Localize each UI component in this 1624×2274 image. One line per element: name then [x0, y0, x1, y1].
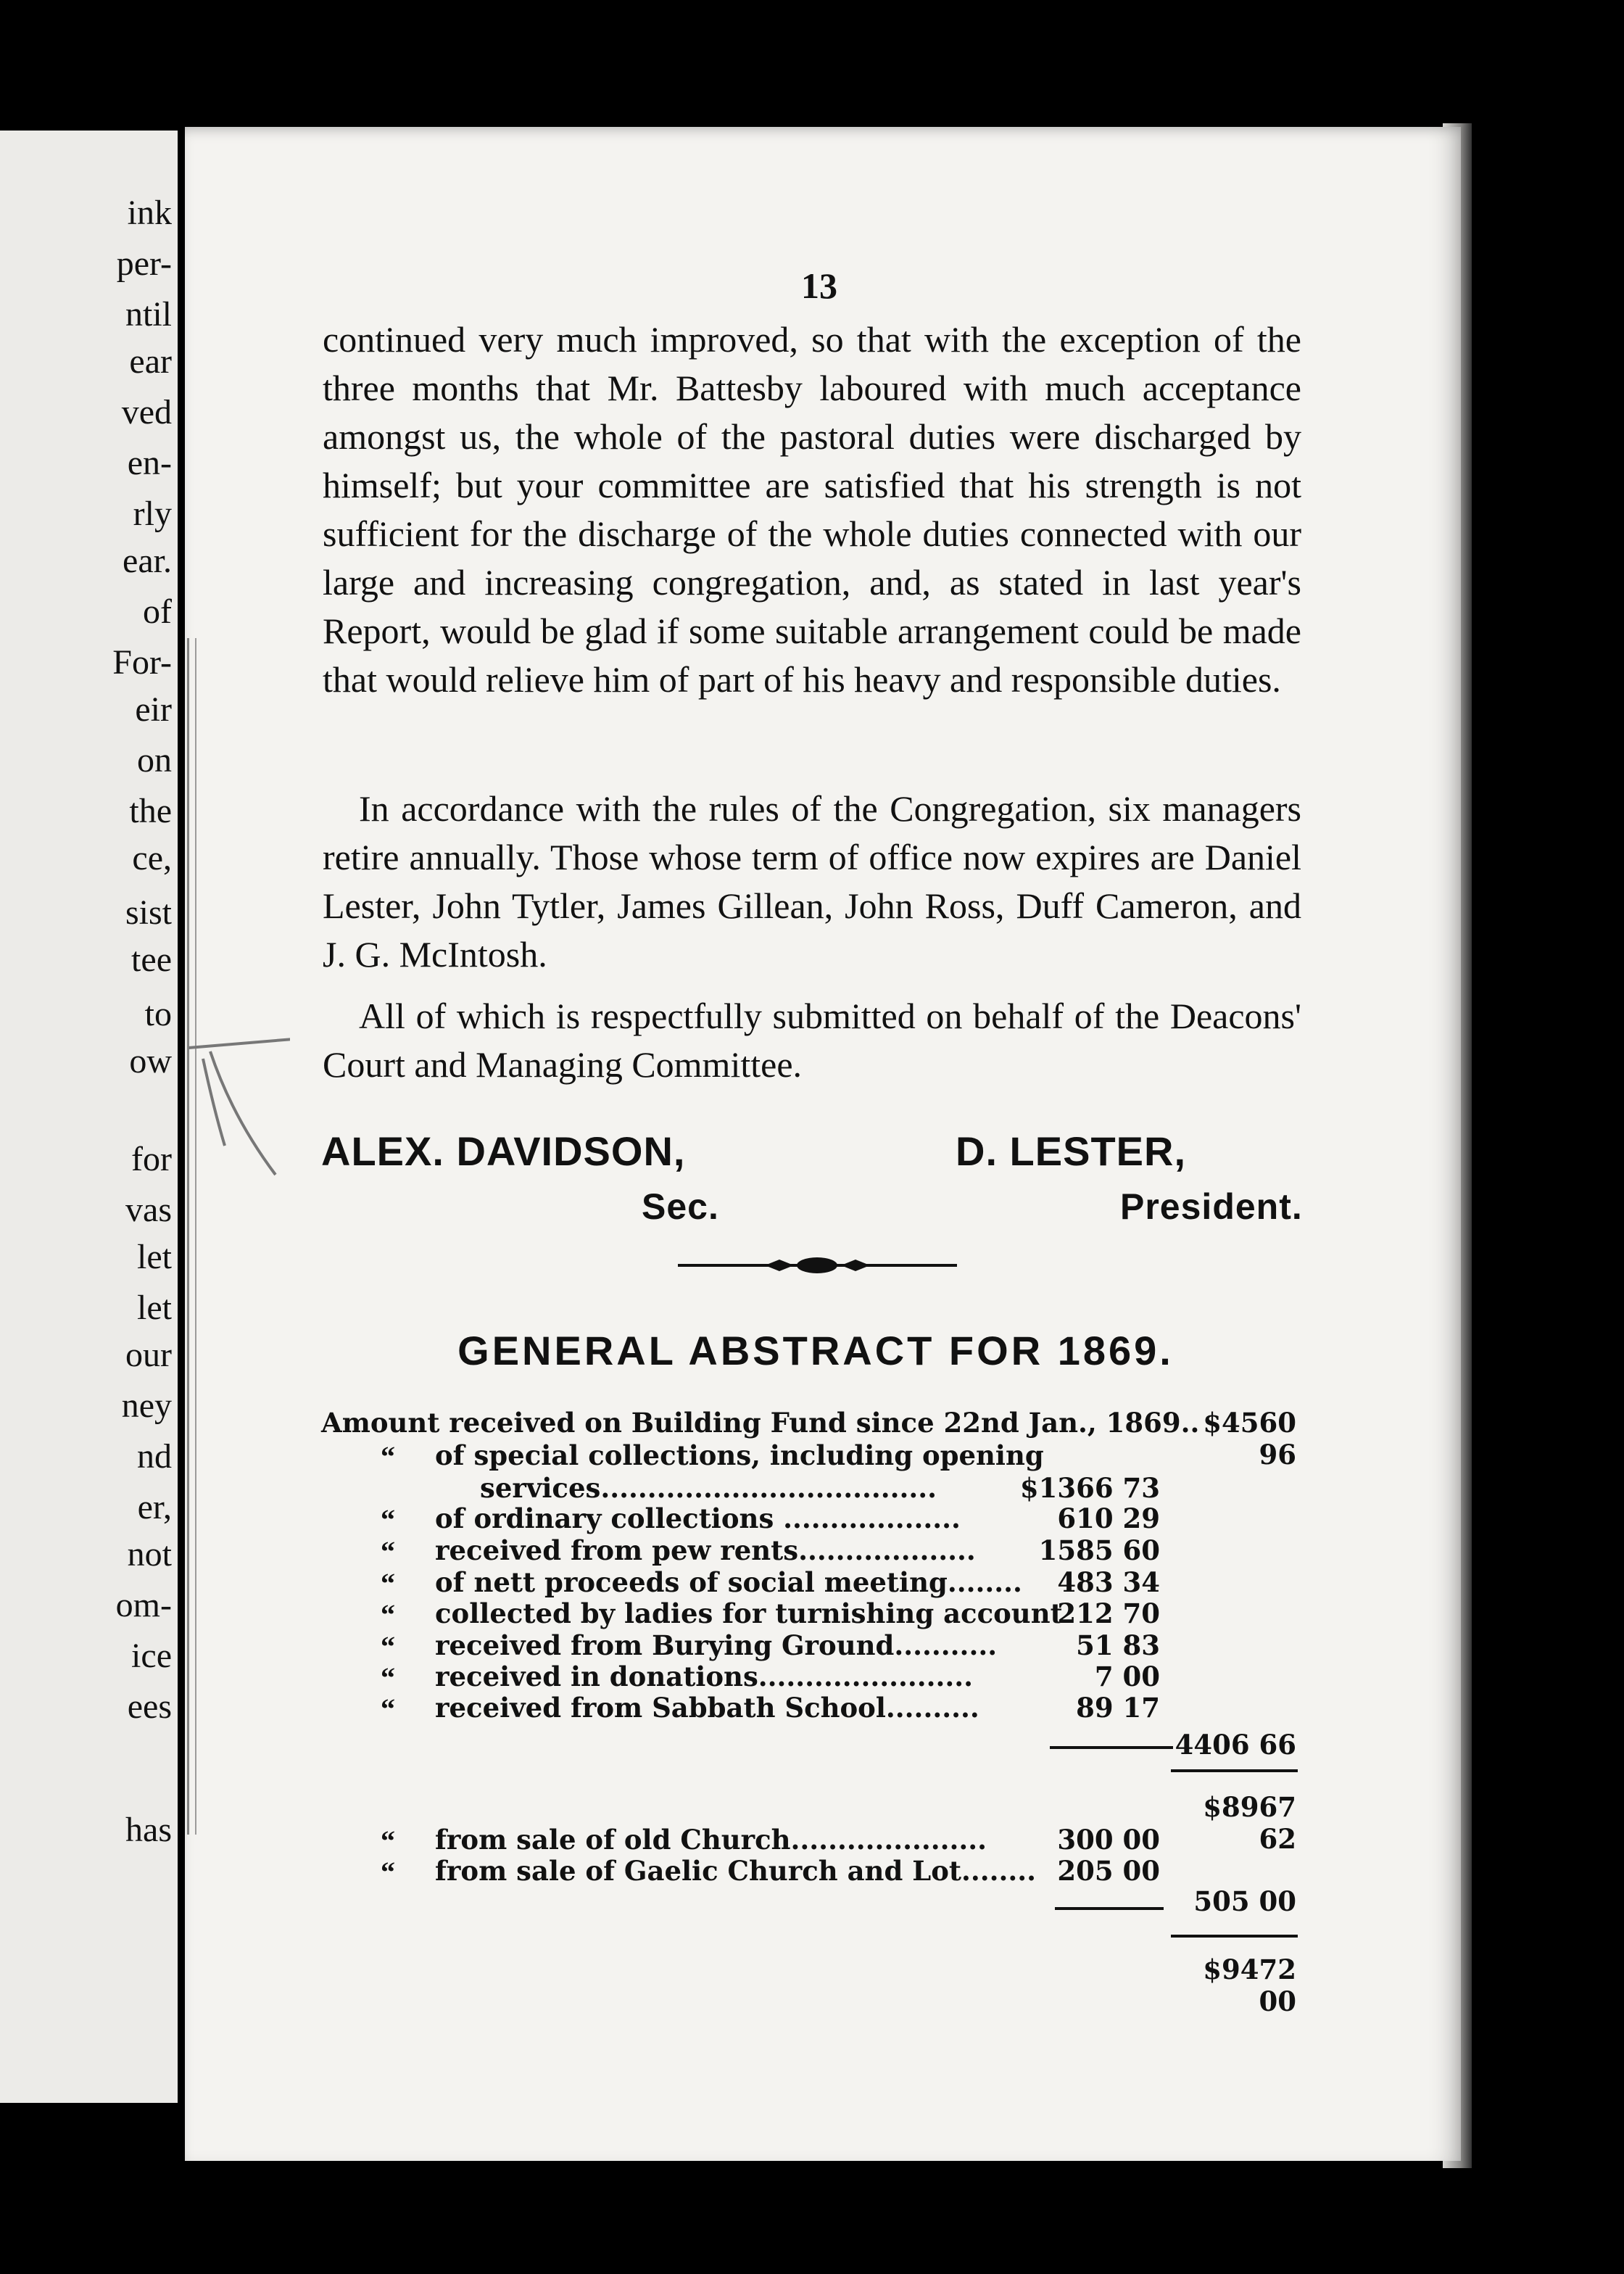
- abstract-first-line: Amount received on Building Fund since 22nd Jan., 1869..: [321, 1407, 1200, 1439]
- left-page-fragment: For-: [112, 643, 172, 682]
- left-page-fragment: to: [144, 995, 172, 1033]
- paragraph-managers: In accordance with the rules of the Congregation, six managers retire annually. Those whose term of office now expires are Daniel Lester, John Tytler, James Gillean, John Ross, Duff Cameron, and J. G. McIntosh.: [323, 788, 1301, 975]
- abstract-item-amount: 7 00: [1094, 1661, 1160, 1692]
- abstract-item-label: received from Burying Ground...........: [435, 1629, 998, 1661]
- left-page-fragment: ce,: [132, 839, 172, 877]
- abstract-first-amount: $4560 96: [1203, 1407, 1296, 1471]
- secretary-title: Sec.: [642, 1186, 719, 1227]
- grand-total-rule: [1171, 1935, 1298, 1938]
- ditto-mark: “: [381, 1692, 395, 1725]
- ornament-divider: [678, 1251, 957, 1280]
- left-page-fragment: our: [125, 1336, 172, 1374]
- left-page-fragment: tee: [131, 940, 172, 979]
- abstract-item-label: received from Sabbath School..........: [435, 1692, 979, 1724]
- left-page-fragment: the: [129, 792, 172, 830]
- ditto-mark: “: [381, 1661, 395, 1694]
- abstract-grand-total: $9472 00: [1203, 1953, 1296, 2017]
- left-page-fragment: on: [137, 741, 172, 780]
- abstract-subtotal2: 505 00: [1193, 1885, 1296, 1917]
- abstract-item-label: of special collections, including opening: [435, 1439, 1044, 1471]
- left-page-fragment: has: [125, 1811, 172, 1849]
- left-page-fragment: of: [143, 592, 172, 631]
- ditto-mark: “: [381, 1440, 395, 1473]
- left-page-fragment: ney: [121, 1386, 172, 1425]
- abstract-item-amount: 89 17: [1076, 1692, 1160, 1724]
- left-page-fragment: per-: [116, 244, 172, 283]
- abstract-sale-label: from sale of Gaelic Church and Lot........: [435, 1855, 1037, 1887]
- left-page-fragment: sist: [125, 893, 172, 932]
- page-number: 13: [801, 265, 837, 306]
- left-page-fragment: rly: [133, 495, 172, 533]
- president-title: President.: [1120, 1186, 1303, 1227]
- total-rule: [1171, 1769, 1298, 1772]
- abstract-item-amount: $1366 73: [1019, 1472, 1160, 1504]
- abstract-title: GENERAL ABSTRACT FOR 1869.: [457, 1328, 1174, 1373]
- left-page-fragment: ear: [129, 342, 172, 381]
- abstract-sale-amount: 205 00: [1057, 1855, 1160, 1887]
- left-page-fragment: let: [137, 1238, 172, 1276]
- left-page-fragment: ice: [131, 1637, 172, 1675]
- subtotal2-rule: [1055, 1907, 1164, 1910]
- left-page-fragment: ved: [121, 393, 172, 431]
- left-page-fragment: en-: [127, 444, 172, 482]
- ditto-mark: “: [381, 1503, 395, 1536]
- left-page-fragment: nd: [137, 1437, 172, 1476]
- ditto-mark: “: [381, 1856, 395, 1888]
- left-page-fragment: eir: [135, 690, 172, 729]
- abstract-sale-amount: 300 00: [1057, 1824, 1160, 1856]
- pencil-mark: [181, 1030, 290, 1189]
- left-page-fragment: om-: [115, 1586, 172, 1624]
- left-page-fragment: ink: [127, 194, 172, 232]
- left-page-fragment: ntil: [125, 295, 172, 334]
- left-page-fragment: not: [127, 1535, 172, 1574]
- secretary-name: ALEX. DAVIDSON,: [321, 1128, 686, 1174]
- left-page-fragment: ees: [127, 1687, 172, 1726]
- left-page-fragment: ow: [129, 1042, 172, 1080]
- abstract-item-amount: 212 70: [1057, 1597, 1160, 1629]
- left-page-fragment: let: [137, 1289, 172, 1327]
- abstract-item-label: of nett proceeds of social meeting........: [435, 1566, 1022, 1598]
- left-page-fragment: ear.: [123, 542, 172, 580]
- president-name: D. LESTER,: [956, 1128, 1187, 1174]
- subtotal-rule: [1050, 1746, 1173, 1749]
- previous-page-edge: [0, 131, 178, 2103]
- abstract-subtotal1: 4406 66: [1174, 1729, 1296, 1761]
- binding-crease: [187, 638, 196, 1835]
- abstract-item-label: received in donations.......................: [435, 1661, 974, 1692]
- ditto-mark: “: [381, 1630, 395, 1663]
- abstract-total1: $8967 62: [1203, 1791, 1296, 1855]
- ditto-mark: “: [381, 1598, 395, 1631]
- left-page-fragment: er,: [137, 1488, 172, 1526]
- abstract-item-label: of ordinary collections ...................: [435, 1502, 961, 1534]
- left-page-fragment: for: [131, 1140, 172, 1178]
- abstract-item-amount: 1585 60: [1038, 1534, 1160, 1566]
- ditto-mark: “: [381, 1824, 395, 1857]
- abstract-sale-label: from sale of old Church.....................: [435, 1824, 987, 1856]
- paragraph-continued: continued very much improved, so that with the exception of the three months that Mr. Battesby laboured with much acceptance amongst us, the whole of the pastoral duties were discharged by himself; but your committee are satisfied that his strength is not sufficient for the discharge of the whole duties connected with our large and increasing congregation, and, as stated in last year's Report, would be glad if some suitable arrangement could be made that would relieve him of part of his heavy and responsible duties.: [323, 319, 1301, 700]
- abstract-item-amount: 483 34: [1057, 1566, 1160, 1598]
- ditto-mark: “: [381, 1535, 395, 1568]
- abstract-item-amount: 51 83: [1076, 1629, 1160, 1661]
- abstract-item-label: collected by ladies for turnishing account: [435, 1597, 1063, 1629]
- abstract-item-label: received from pew rents...................: [435, 1534, 976, 1566]
- abstract-item-label: services....................................: [480, 1472, 937, 1504]
- ditto-mark: “: [381, 1567, 395, 1600]
- paragraph-submitted: All of which is respectfully submitted on behalf of the Deacons' Court and Managing Committee.: [323, 996, 1301, 1085]
- abstract-item-amount: 610 29: [1057, 1502, 1160, 1534]
- left-page-fragment: vas: [125, 1191, 172, 1229]
